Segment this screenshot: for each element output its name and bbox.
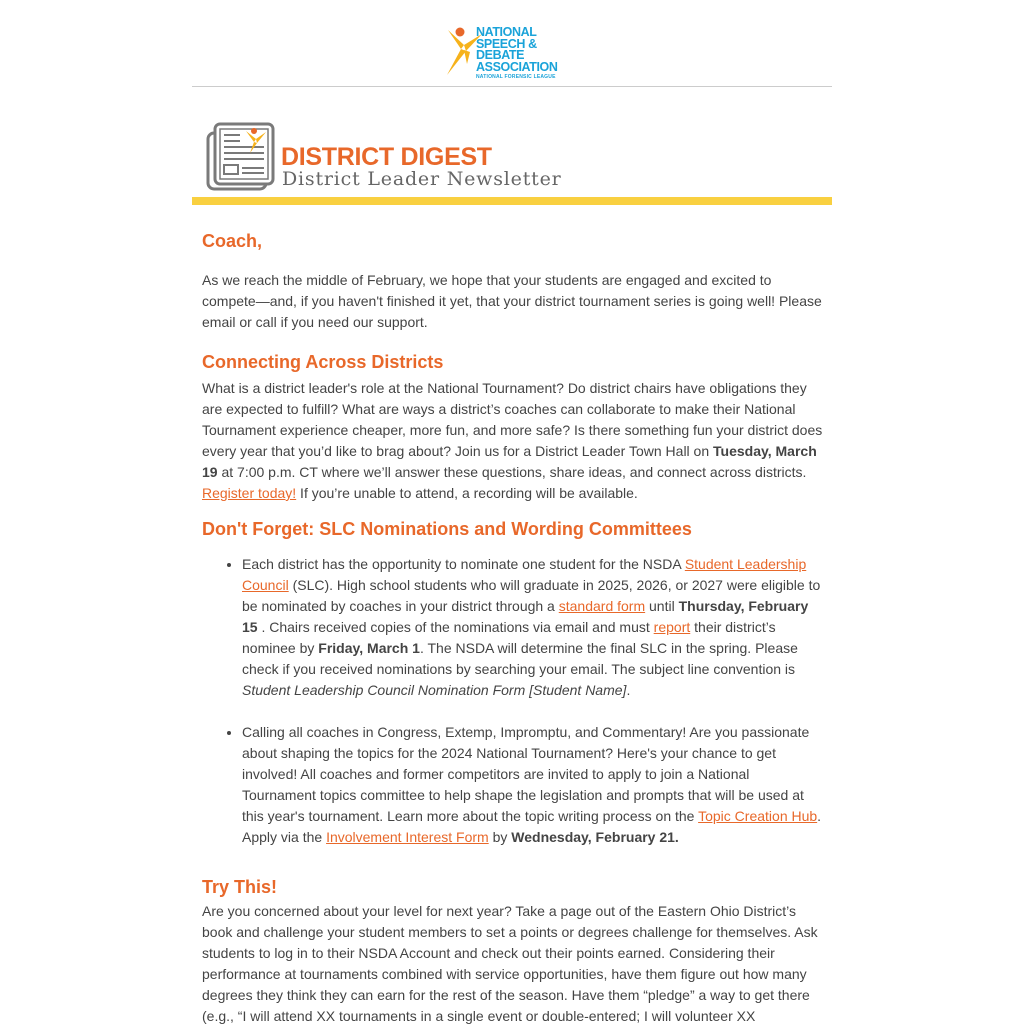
connecting-text-2: at 7:00 p.m. CT where we’ll answer these questions, share ideas, and connect across districts. — [217, 464, 807, 480]
banner-underline — [192, 197, 832, 205]
connecting-text-1: What is a district leader's role at the National Tournament? Do district chairs have obligations they are expected to fulfill? What are ways a district’s coaches can collaborate to make their National Tournament experience cheaper, more fun, and more safe? Is there something fun your district does every year that you’d like to brag about? Join us for a District Leader Town Hall on — [202, 380, 823, 459]
dont-forget-list — [202, 554, 824, 848]
greeting: Coach, — [202, 231, 263, 251]
logo-line-3: ASSOCIATION — [476, 59, 558, 74]
slc-link[interactable]: Student Leadership Council — [242, 556, 807, 593]
newsletter-body — [202, 224, 824, 1027]
slc-text-2: (SLC). High school students who will graduate in 2025, 2026, or 2027 were eligible to be nominated by coaches in your district through a — [242, 577, 821, 614]
subject-line-convention: Student Leadership Council Nomination Form [Student Name] — [242, 682, 627, 698]
register-link[interactable]: Register today! — [202, 485, 297, 501]
list-item-slc — [242, 554, 824, 701]
logo-line-2: SPEECH & DEBATE — [476, 36, 537, 62]
header — [0, 0, 1024, 86]
slc-text-4: . Chairs received copies of the nominations via email and must — [257, 619, 654, 635]
section-heading-connecting: Connecting Across Districts — [202, 352, 444, 372]
report-deadline: Friday, March 1 — [318, 640, 420, 656]
involvement-form-link[interactable]: Involvement Interest Form — [326, 829, 489, 845]
newsletter-banner — [192, 118, 832, 198]
report-link[interactable]: report — [653, 619, 691, 635]
list-item-committees — [242, 722, 824, 848]
committee-text-2: . Apply via the — [242, 808, 822, 845]
logo-line-1: NATIONAL — [476, 25, 537, 39]
newsletter-title: DISTRICT DIGEST — [281, 143, 492, 171]
committee-deadline: Wednesday, February 21. — [511, 829, 679, 845]
slc-text-7: . — [626, 682, 631, 698]
intro-paragraph: As we reach the middle of February, we hope that your students are engaged and excited to compete—and, if you haven't finished it yet, that your district tournament series is going well! Please email or call if you need our support. — [202, 272, 822, 330]
slc-text-5: their district’s nominee by — [242, 619, 776, 656]
logo-tagline: NATIONAL FORENSIC LEAGUE — [476, 74, 556, 80]
connecting-paragraph — [202, 378, 824, 504]
section-heading-try-this: Try This! — [202, 877, 278, 897]
committee-text-1: Calling all coaches in Congress, Extemp, Impromptu, and Commentary! Are you passionate about shaping the topics for the 2024 National Tournament? Here's your chance to get involved! All coaches and former competitors are invited to apply to join a National Tournament topics committee to help shape the legislation and prompts that will be used at this year's tournament. Learn more about the topic writing process on the — [242, 724, 810, 824]
town-hall-date: Tuesday, March 19 — [202, 443, 817, 480]
slc-text-1: Each district has the opportunity to nominate one student for the NSDA — [242, 556, 685, 572]
logo-wordmark — [476, 27, 587, 81]
standard-form-link[interactable]: standard form — [558, 598, 646, 614]
slc-text-6: . The NSDA will determine the final SLC in the spring. Please check if you received nominations by searching your email. The subject line convention is — [242, 640, 798, 677]
connecting-text-3: If you’re unable to attend, a recording will be available. — [296, 485, 638, 501]
header-divider — [192, 86, 832, 87]
nsda-logo[interactable] — [442, 20, 587, 80]
newspaper-icon — [206, 121, 276, 191]
committee-text-3: by — [488, 829, 512, 845]
section-heading-dont-forget: Don't Forget: SLC Nominations and Wording Committees — [202, 519, 692, 539]
slc-text-3: until — [645, 598, 679, 614]
newsletter-subtitle: District Leader Newsletter — [282, 168, 562, 190]
nomination-deadline: Thursday, February 15 — [242, 598, 809, 635]
topic-creation-hub-link[interactable]: Topic Creation Hub — [698, 808, 818, 824]
try-this-paragraph: Are you concerned about your level for next year? Take a page out of the Eastern Ohio District’s book and challenge your student members to set a points or degrees challenge for themselves. Ask students to log in to their NSDA Account and check out their points earned. Considering their performance at tournaments combined with service opportunities, have them figure out how many degrees they think they can earn for the rest of the season. Have them “pledge” a way to get there (e.g., “I will attend XX tournaments in a single event or double-entered; I will volunteer XX — [202, 903, 818, 1024]
